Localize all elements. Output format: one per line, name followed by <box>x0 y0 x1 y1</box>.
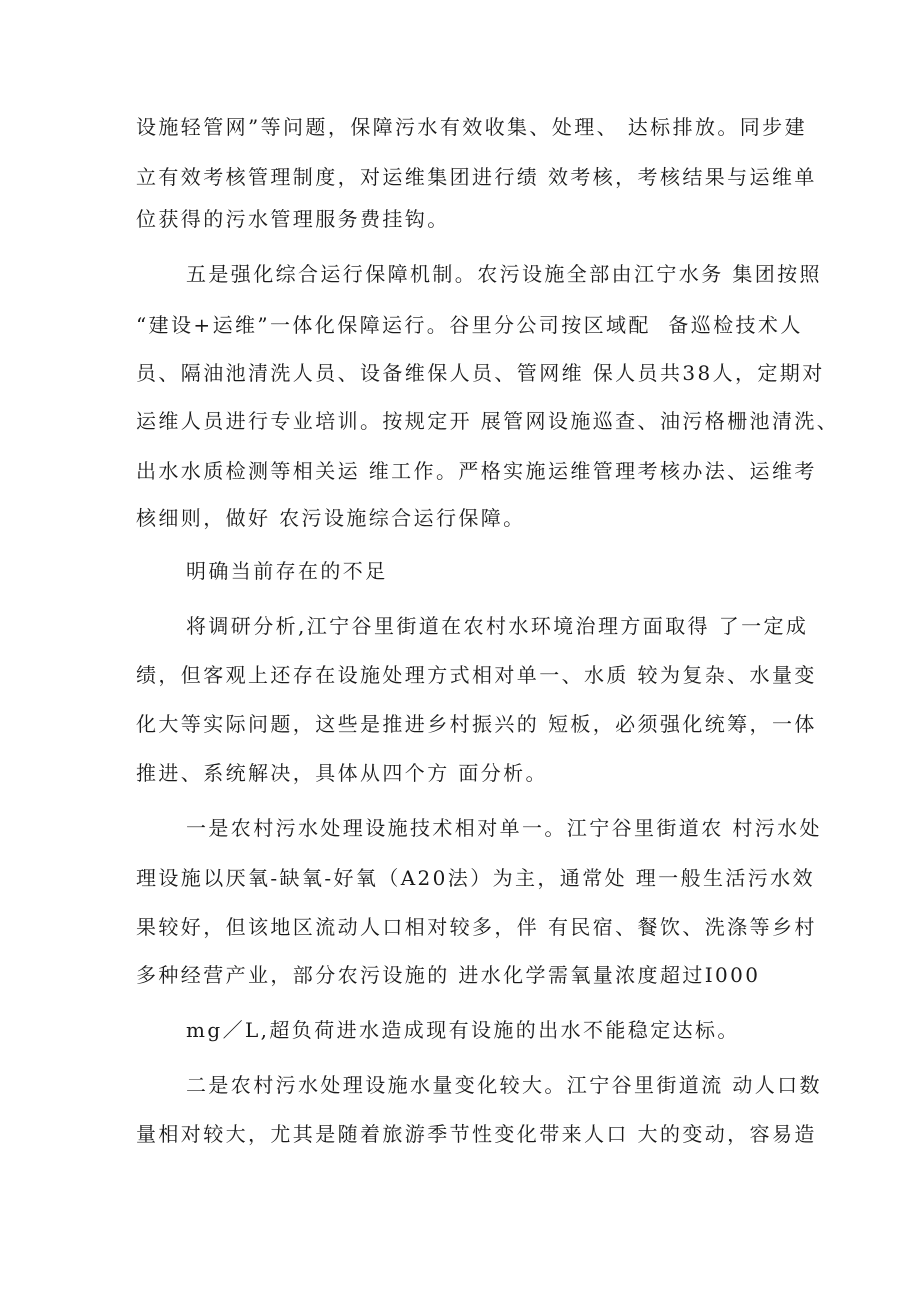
paragraph-continuation-line: mg／L,超负荷进水造成现有设施的出水不能稳定达标。 <box>186 1018 740 1042</box>
text-line: 核细则，做好 农污设施综合运行保障。 <box>136 506 526 530</box>
text-line: 绩，但客观上还存在设施处理方式相对单一、水质 较为复杂、水量变 <box>136 663 817 687</box>
text-line: 员、隔油池清洗人员、设备维保人员、管网维 保人员共38人，定期对 <box>136 361 825 385</box>
text-line: “建设+运维”一体化保障运行。谷里分公司按区域配 备巡检技术人 <box>136 313 803 337</box>
text-line: 量相对较大，尤其是随着旅游季节性变化带来人口 大的变动，容易造 <box>136 1122 817 1146</box>
text-line: 化大等实际问题，这些是推进乡村振兴的 短板，必须强化统筹，一体 <box>136 712 817 736</box>
paragraph-start-line: 二是农村污水处理设施水量变化较大。江宁谷里街道流 动人口数 <box>186 1073 822 1097</box>
text-line: 位获得的污水管理服务费挂钩。 <box>136 207 450 231</box>
text-line: 果较好，但该地区流动人口相对较多，伴 有民宿、餐饮、洗涤等乡村 <box>136 915 817 939</box>
text-line: 理设施以厌氧-缺氧-好氧（A20法）为主，通常处 理一般生活污水效 <box>136 866 815 890</box>
text-line: 设施轻管网”等问题，保障污水有效收集、处理、 达标排放。同步建 <box>136 115 807 139</box>
text-line: 推进、系统解决，具体从四个方 面分析。 <box>136 761 548 785</box>
text-line: 运维人员进行专业培训。按规定开 展管网设施巡查、油污格栅池清洗、 <box>136 409 840 433</box>
paragraph-start-line: 一是农村污水处理设施技术相对单一。江宁谷里街道农 村污水处 <box>186 816 822 840</box>
paragraph-start-line: 五是强化综合运行保障机制。农污设施全部由江宁水务 集团按照 <box>186 262 822 286</box>
text-line: 出水水质检测等相关运 维工作。严格实施运维管理考核办法、运维考 <box>136 459 817 483</box>
text-line: 多种经营产业，部分农污设施的 进水化学需氧量浓度超过I000 <box>136 963 761 987</box>
paragraph-start-line: 将调研分析,江宁谷里街道在农村水环境治理方面取得 了一定成 <box>186 614 809 638</box>
section-heading: 明确当前存在的不足 <box>186 559 388 583</box>
text-line: 立有效考核管理制度，对运维集团进行绩 效考核，考核结果与运维单 <box>136 165 817 189</box>
